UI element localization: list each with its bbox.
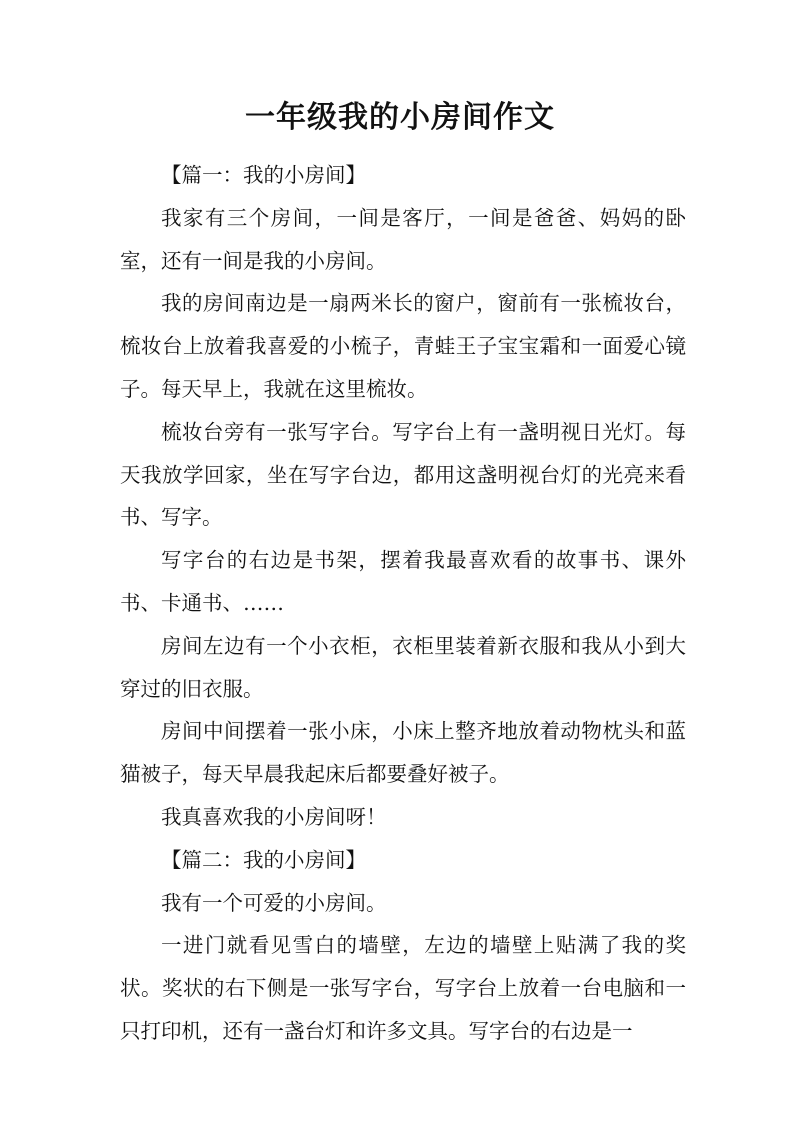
paragraph: 房间左边有一个小衣柜，衣柜里装着新衣服和我从小到大穿过的旧衣服。 (120, 633, 686, 701)
document-body (120, 154, 686, 1053)
paragraph: 一进门就看见雪白的墙壁，左边的墙壁上贴满了我的奖状。奖状的右下侧是一张写字台，写字台上放着一台电脑和一只打印机，还有一盏台灯和许多文具。写字台的右边是一 (120, 933, 686, 1043)
section-heading-2: 【篇二：我的小房间】 (161, 847, 366, 872)
section-heading-1: 【篇一：我的小房间】 (161, 163, 366, 187)
paragraph: 房间中间摆着一张小床，小床上整齐地放着动物枕头和蓝猫被子，每天早晨我起床后都要叠好被子。 (120, 719, 686, 787)
paragraph: 我的房间南边是一扇两米长的窗户，窗前有一张梳妆台，梳妆台上放着我喜爱的小梳子，青蛙王子宝宝霜和一面爱心镜子。每天早上，我就在这里梳妆。 (120, 291, 686, 401)
paragraph: 梳妆台旁有一张写字台。写字台上有一盏明视日光灯。每天我放学回家，坐在写字台边，都用这盏明视台灯的光亮来看书、写字。 (120, 419, 686, 530)
paragraph: 写字台的右边是书架，摆着我最喜欢看的故事书、课外书、卡通书、…… (120, 548, 686, 615)
paragraph: 我家有三个房间，一间是客厅，一间是爸爸、妈妈的卧室，还有一间是我的小房间。 (120, 205, 686, 273)
paragraph: 我真喜欢我的小房间呀！ (161, 804, 387, 829)
paragraph: 我有一个可爱的小房间。 (161, 890, 387, 915)
document-title: 一年级我的小房间作文 (245, 100, 555, 135)
